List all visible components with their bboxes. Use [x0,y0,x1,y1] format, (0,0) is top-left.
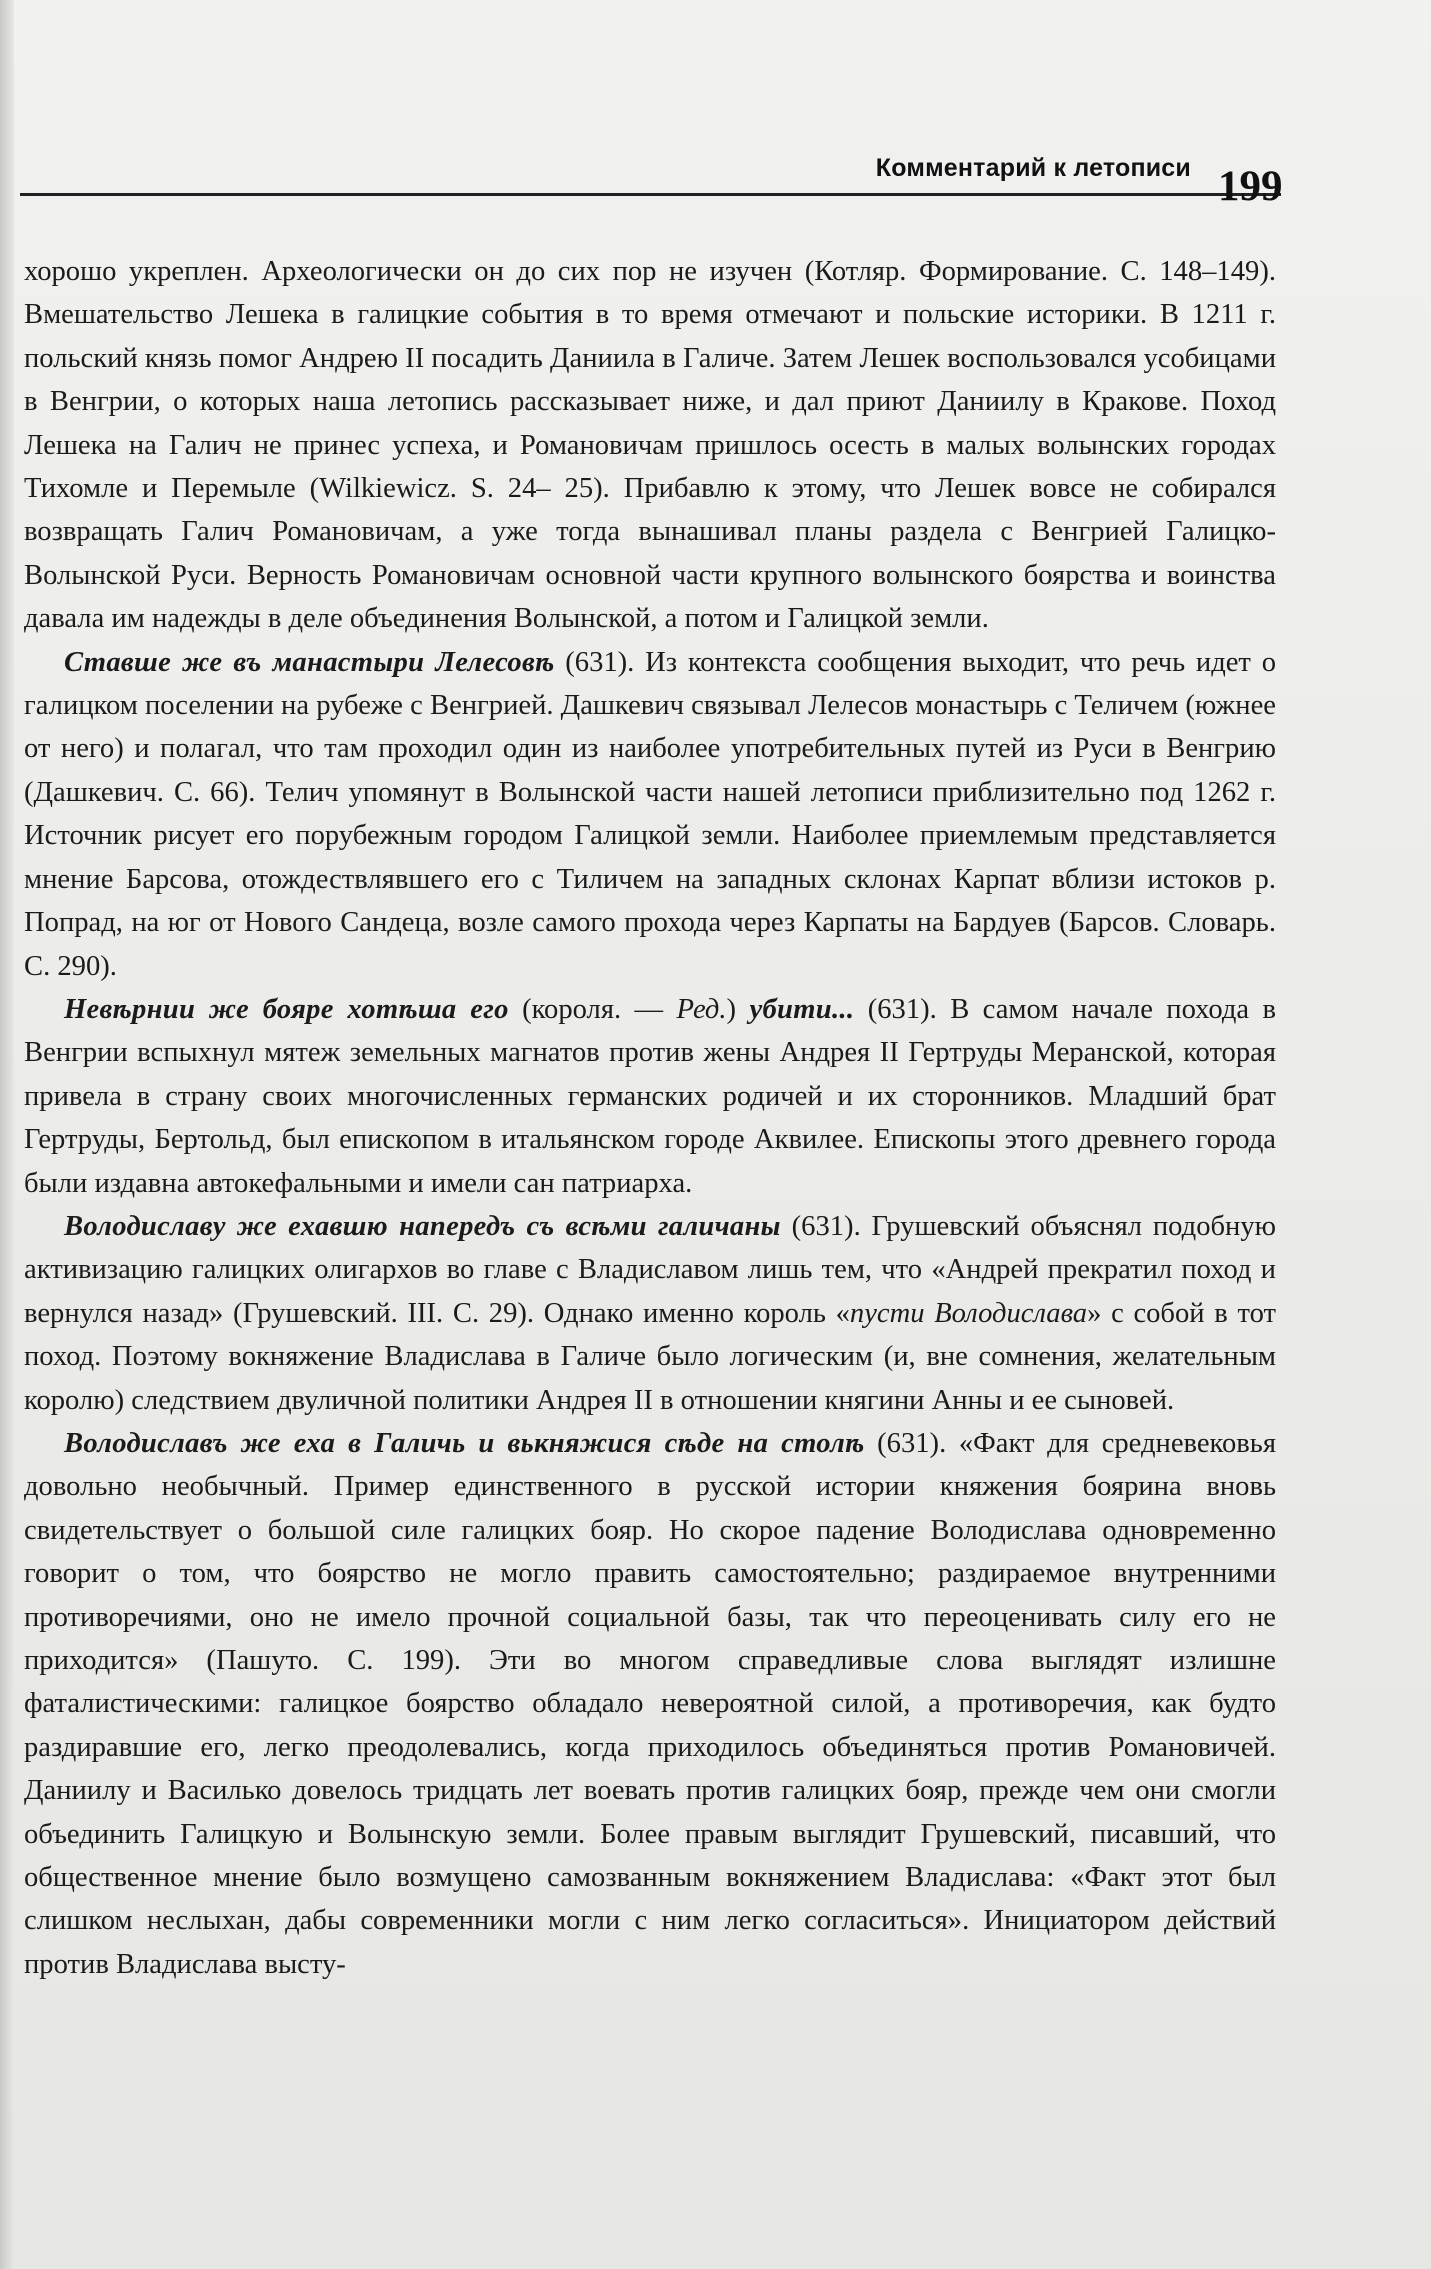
editor-note-open: (короля. — [508,993,677,1025]
lemma-quote: Невѣрнии же бояре хотѣша его [64,993,509,1025]
page-gutter-shadow [0,0,14,2269]
paragraph-text: хорошо укреплен. Археологически он до сих пор не изучен (Котляр. Формирование. С. 148–149). Вмешательство Лешека в галицкие события в то время отмечают и польские историки. В 1211 г. польский князь помог Андрею II посадить Даниила в Галиче. Затем Лешек воспользовался усобицами в Венгрии, о которых наша летопись рассказывает ниже, и дал приют Даниилу в Кракове. Поход Лешека на Галич не принес успеха, и Романовичам пришлось осесть в малых волынских городах Тихомле и Перемыле (Wilkiewicz. S. 24– 25). Прибавлю к этому, что Лешек вовсе не собирался возвращать Галич Романовичам, а уже тогда вынашивал планы раздела с Венгрией Галицко-Волынской Руси. Верность Романовичам основной части крупного волынского боярства и воинства давала им надежды в деле объединения Волынской, а потом и Галицкой земли. [24,256,1276,635]
paragraph-text-continued: » с собой в тот поход. Поэтому вокняжение Владислава в Галиче было логическим (и, вне сомнения, желательным королю) следствием двуличной политики Андрея II в отношении княгини Анны и ее сыновей. [24,1297,1276,1416]
paragraph-1 [24,250,1276,641]
page-number: 199 [1218,163,1283,210]
paragraph-5 [24,1422,1276,1986]
header-rule [20,193,1281,196]
paragraph-text: (631). Из контекста сообщения выходит, что речь идет о галицком поселении на рубеже с Венгрией. Дашкевич связывал Лелесов монастырь с Теличем (южнее от него) и полагал, что там проходил один из наиболее употребительных путей из Руси в Венгрию (Дашкевич. С. 66). Телич упомянут в Волынской части нашей летописи приблизительно под 1262 г. Источник рисует его порубежным городом Галицкой земли. Наиболее приемлемым представляется мнение Барсова, отождествлявшего его с Тиличем на западных склонах Карпат вблизи истоков р. Попрад, на юг от Нового Сандеца, возле самого прохода через Карпаты на Бардуев (Барсов. Словарь. С. 290). [24,646,1277,982]
running-title: Комментарий к летописи [875,154,1191,182]
paragraph-text: (631). Грушевский объяснял подобную активизацию галицких олигархов во главе с Владиславом лишь тем, что «Андрей прекратил поход и вернулся назад» (Грушевский. III. С. 29). Однако именно король « [24,1210,1277,1329]
editor-note-close: ) [726,993,750,1025]
body-text [24,250,1276,1986]
lemma-quote-continued: убити... [749,993,855,1025]
paragraph-3 [24,988,1276,1205]
lemma-quote: Володиславу же ехавшю напередъ съ всѣми галичаны [64,1210,781,1242]
lemma-quote: Володиславъ же еха в Галичь и вькняжися сѣде на столѣ [64,1427,865,1459]
lemma-quote: Ставше же въ манастыри Лелесовѣ [64,646,555,678]
paragraph-text: (631). В самом начале похода в Венгрии вспыхнул мятеж земельных магнатов против жены Андрея II Гертруды Меранской, которая привела в страну своих многочисленных германских родичей и их сторонников. Младший брат Гертруды, Бертольд, был епископом в итальянском городе Аквилее. Епископы этого древнего города были издавна автокефальными и имели сан патриарха. [24,993,1276,1199]
paragraph-text: (631). «Факт для средневековья довольно необычный. Пример единственного в русской истории княжения боярина вновь свидетельствует о большой силе галицких бояр. Но скорое падение Володислава одновременно говорит о том, что боярство не могло править самостоятельно; раздираемое внутренними противоречиями, оно не имело прочной социальной базы, так что переоценивать силу его не приходится» (Пашуто. С. 199). Эти во многом справедливые слова выглядят излишне фаталистическими: галицкое боярство обладало невероятной силой, а противоречия, как будто раздиравшие его, легко преодолевались, когда приходилось объединяться против Романовичей. Даниилу и Василько довелось тридцать лет воевать против галицких бояр, прежде чем они смогли объединить Галицкую и Волынскую земли. Более правым выглядит Грушевский, писавший, что общественное мнение было возмущено самозванным вокняжением Владислава: «Факт этот был слишком неслыхан, дабы современники могли с ним легко согласиться». Инициатором действий против Владислава высту- [24,1427,1276,1980]
running-header [20,150,1281,202]
paragraph-2 [24,641,1276,988]
inline-quote: пусти Володислава [849,1297,1088,1329]
editor-note-abbrev: Ред. [676,993,727,1025]
paragraph-4 [24,1205,1276,1422]
